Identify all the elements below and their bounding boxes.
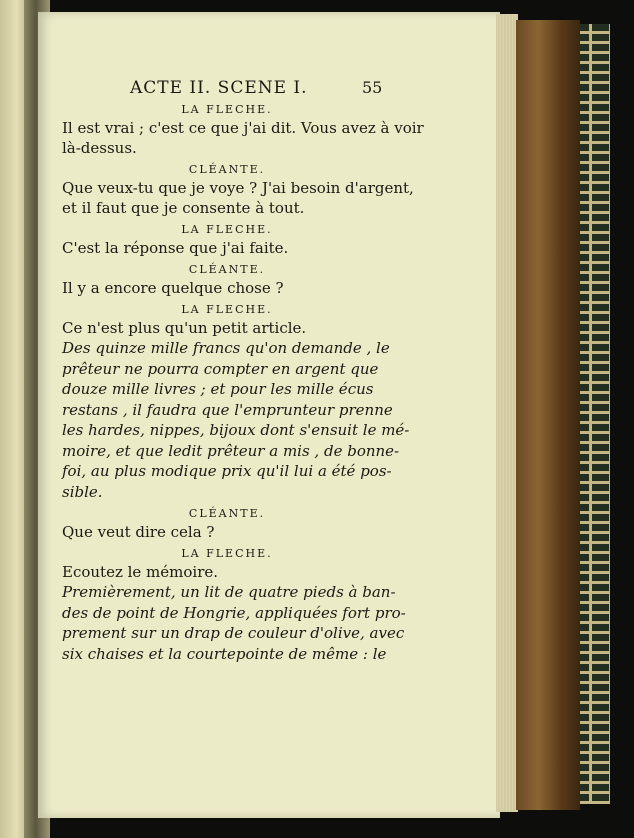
dialogue-line: Que veut dire cela ?	[62, 523, 215, 541]
memoire-line: des de point de Hongrie, appliquées fort pro-	[62, 603, 406, 622]
speaker-name: LA FLECHE.	[181, 547, 273, 560]
running-title: ACTE II. SCENE I.	[130, 78, 308, 98]
memoire-line: prement sur un drap de couleur d'olive, avec	[62, 624, 405, 642]
memoire-line: douze mille livres ; et pour les mille écus	[62, 380, 374, 398]
memoire-line: Des quinze mille francs qu'on demande , le	[62, 339, 390, 357]
dialogue-line: Il y a encore quelque chose ?	[62, 279, 284, 297]
running-head	[62, 72, 392, 102]
page-number: 55	[362, 78, 383, 97]
dialogue-line: et il faut que je consente à tout.	[62, 199, 305, 217]
speaker-name: CLÉANTE.	[188, 263, 266, 276]
memoire-line: six chaises et la courtepointe de même : le	[62, 644, 387, 663]
book-fore-edge	[516, 20, 580, 810]
page-text	[62, 72, 424, 664]
page-edges	[496, 14, 518, 812]
memoire-line: les hardes, nippes, bijoux dont s'ensuit le mé-	[62, 421, 410, 439]
speaker-name: LA FLECHE.	[181, 223, 273, 236]
speaker-name: CLÉANTE.	[188, 163, 266, 176]
dialogue-line: là-dessus.	[62, 139, 137, 157]
speaker-name: CLÉANTE.	[188, 507, 266, 520]
dialogue-line: Ce n'est plus qu'un petit article.	[62, 319, 307, 337]
speaker-name: LA FLECHE.	[181, 103, 273, 116]
dialogue-line: Que veux-tu que je voye ? J'ai besoin d'argent,	[62, 179, 414, 197]
dialogue-line: C'est la réponse que j'ai faite.	[62, 239, 289, 257]
memoire-line: sible.	[62, 482, 103, 501]
memoire-line: restans , il faudra que l'emprunteur prenne	[62, 400, 393, 419]
memoire-line: prêteur ne pourra compter en argent que	[62, 359, 379, 378]
memoire-line: Premièrement, un lit de quatre pieds à ban-	[62, 583, 396, 601]
dialogue-line: Ecoutez le mémoire.	[62, 563, 219, 581]
speaker-name: LA FLECHE.	[181, 303, 273, 316]
memoire-line: foi, au plus modique prix qu'il lui a été pos-	[62, 462, 392, 480]
memoire-line: moire, et que ledit prêteur a mis , de bonne-	[62, 441, 400, 460]
greek-key-border	[580, 24, 610, 804]
dialogue-line: Il est vrai ; c'est ce que j'ai dit. Vous avez à voir	[62, 119, 424, 137]
